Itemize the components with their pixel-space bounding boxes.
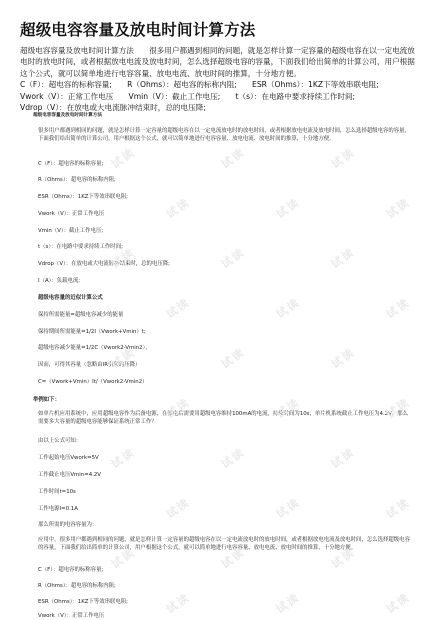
watermark: 试读 [218,145,248,172]
watermark: 试读 [163,295,193,322]
formula-line: 保持期间所需能量=1/2I（Vwork+Vmin）t; [38,329,146,335]
formula-line: 超级电容减少能量=1/2C（Vwork2-Vmin2）， [38,345,151,351]
watermark: 试读 [273,395,303,422]
def-item: R（Ohms）：超电容的标称内阻; [38,177,116,183]
watermark: 试读 [108,245,138,272]
watermark: 试读 [218,245,248,272]
watermark: 试读 [218,345,248,372]
given-line: 工作时间t=10s [38,489,76,495]
given-line: 工作截止电压Vmin=4.2V [38,472,101,478]
def-item: Vmin（V）：截止工作电压; [38,228,104,234]
body-intro [38,127,410,143]
formula-line: 因而，可得其容量（忽略由IR引起的压降） [38,362,141,368]
example-paragraph: 如单片机应用系统中，应用超级电容作为后备电源，在掉电后需要用超级电容维持100mA的电流，持续时间为10s，单片机系统截止工作电压为4.2V，那么需要多大容量的超级电容能够保证系统正常工作？ [38,411,408,425]
def-repeat-item: Vwork（V）：正常工作电压 [38,613,105,619]
watermark: 试读 [383,590,413,617]
watermark: 试读 [218,445,248,472]
def-repeat-item: C（F）：超电容的标称容量; [38,567,104,573]
watermark: 试读 [163,195,193,222]
watermark: 试读 [163,395,193,422]
def-item: Vwork（V）：正常工作电压 [38,211,105,217]
body-intro-paragraph: 很多用户都遇到相同的问题，就是怎样计算一定容量的超级电容在以一定电流放电时的放电时间，或者根据放电电流及放电时间，怎么选择超级电容的容量，下面我们给出简单的计算公司，用户根据这个公式，就可以简单地进行电容容量、放电电流、放电时间的推算，十分地方便。 [38,128,410,142]
repeat-paragraph: 应用中，很多用户都遇到相同的问题，就是怎样计算一定容量的超级电容在以一定电流放电时的放电时间，或者根据放电电流及放电时间，怎么选择超级电容的容量，下面我们给出简单的计算公司，用户根据这个公式，就可以简单地进行电容容量、放电电流、放电时间的推算，十分地方便。 [38,537,410,551]
intro-paragraph: 超级电容容量及放电时间计算方法 很多用户都遇到相同的问题，就是怎样计算一定容量的超级电容在以一定电流放电时的放电时间，或者根据放电电流及放电时间，怎么选择超级电容的容量，下面我们给出简单的计算公司，用户根据这个公式，就可以简单地进行电容容量、放电电流、放电时间的推算，十分地方便。 [20,46,415,78]
watermark: 试读 [108,145,138,172]
watermark: 试读 [163,495,193,522]
def-item: C（F）：超电容的标称容量; [38,161,104,167]
given-heading: 由以上公式可知： [38,438,82,444]
watermark: 试读 [218,545,248,572]
watermark: 试读 [328,545,358,572]
watermark: 试读 [383,195,413,222]
section-heading: 超级电容容量及放电时间计算方法 [33,113,102,118]
watermark: 试读 [108,345,138,372]
def-item: I（A）：负载电流; [38,278,81,284]
intro-defs-line-2: Vwork（V）：正常工作电压 Vmin（V）：截止工作电压; t（s）：在电路中要求持续工作时间; [20,91,356,101]
def-item: ESR（Ohms）：1KZ下等效串联电阻; [38,194,128,200]
intro-defs-line-3: Vdrop（V）：在放电或大电流脉冲结束时，总的电压降; [20,103,206,113]
formula-heading: 超级电容量的近似计算公式 [38,295,103,301]
formula-line: C=（Vwork+Vmin）It/（Vwork2-Vmin2） [38,379,148,385]
result-line: 那么所需的电容容量为： [38,522,98,528]
example-block [38,410,410,426]
watermark: 试读 [328,345,358,372]
watermark: 试读 [383,495,413,522]
watermark: 试读 [273,590,303,617]
intro-defs-line-1: C（F）：超电容的标称容量; R（Ohms）：超电容的标称内阻; ESR（Ohms）：1KZ下等效串联电阻; [20,80,379,90]
watermark: 试读 [273,295,303,322]
example-heading: 举例如下： [33,397,60,403]
repeat-block [38,536,412,552]
watermark: 试读 [273,495,303,522]
given-line: 工作起始电压Vwork=5V [38,455,99,461]
given-line: 工作电源I=0.1A [38,506,78,512]
watermark: 试读 [328,445,358,472]
watermark: 试读 [108,445,138,472]
def-item: Vdrop（V）：在放电或大电流脉冲结束时，总的电压降; [38,261,170,267]
watermark: 试读 [383,295,413,322]
def-item: t（s）：在电路中要求持续工作时间; [38,244,123,250]
def-repeat-item: ESR（Ohms）：1KZ下等效串联电阻; [38,599,128,605]
watermark: 试读 [108,545,138,572]
watermark: 试读 [273,195,303,222]
page-title: 超级电容容量及放电时间计算方法 [20,21,256,39]
watermark: 试读 [383,395,413,422]
watermark: 试读 [328,245,358,272]
intro-block [20,45,422,113]
def-repeat-item: R（Ohms）：超电容的标称内阻; [38,583,116,589]
watermark: 试读 [328,145,358,172]
watermark: 试读 [163,590,193,617]
formula-line: 保持所需能量=超级电容减少的能量 [38,312,124,318]
